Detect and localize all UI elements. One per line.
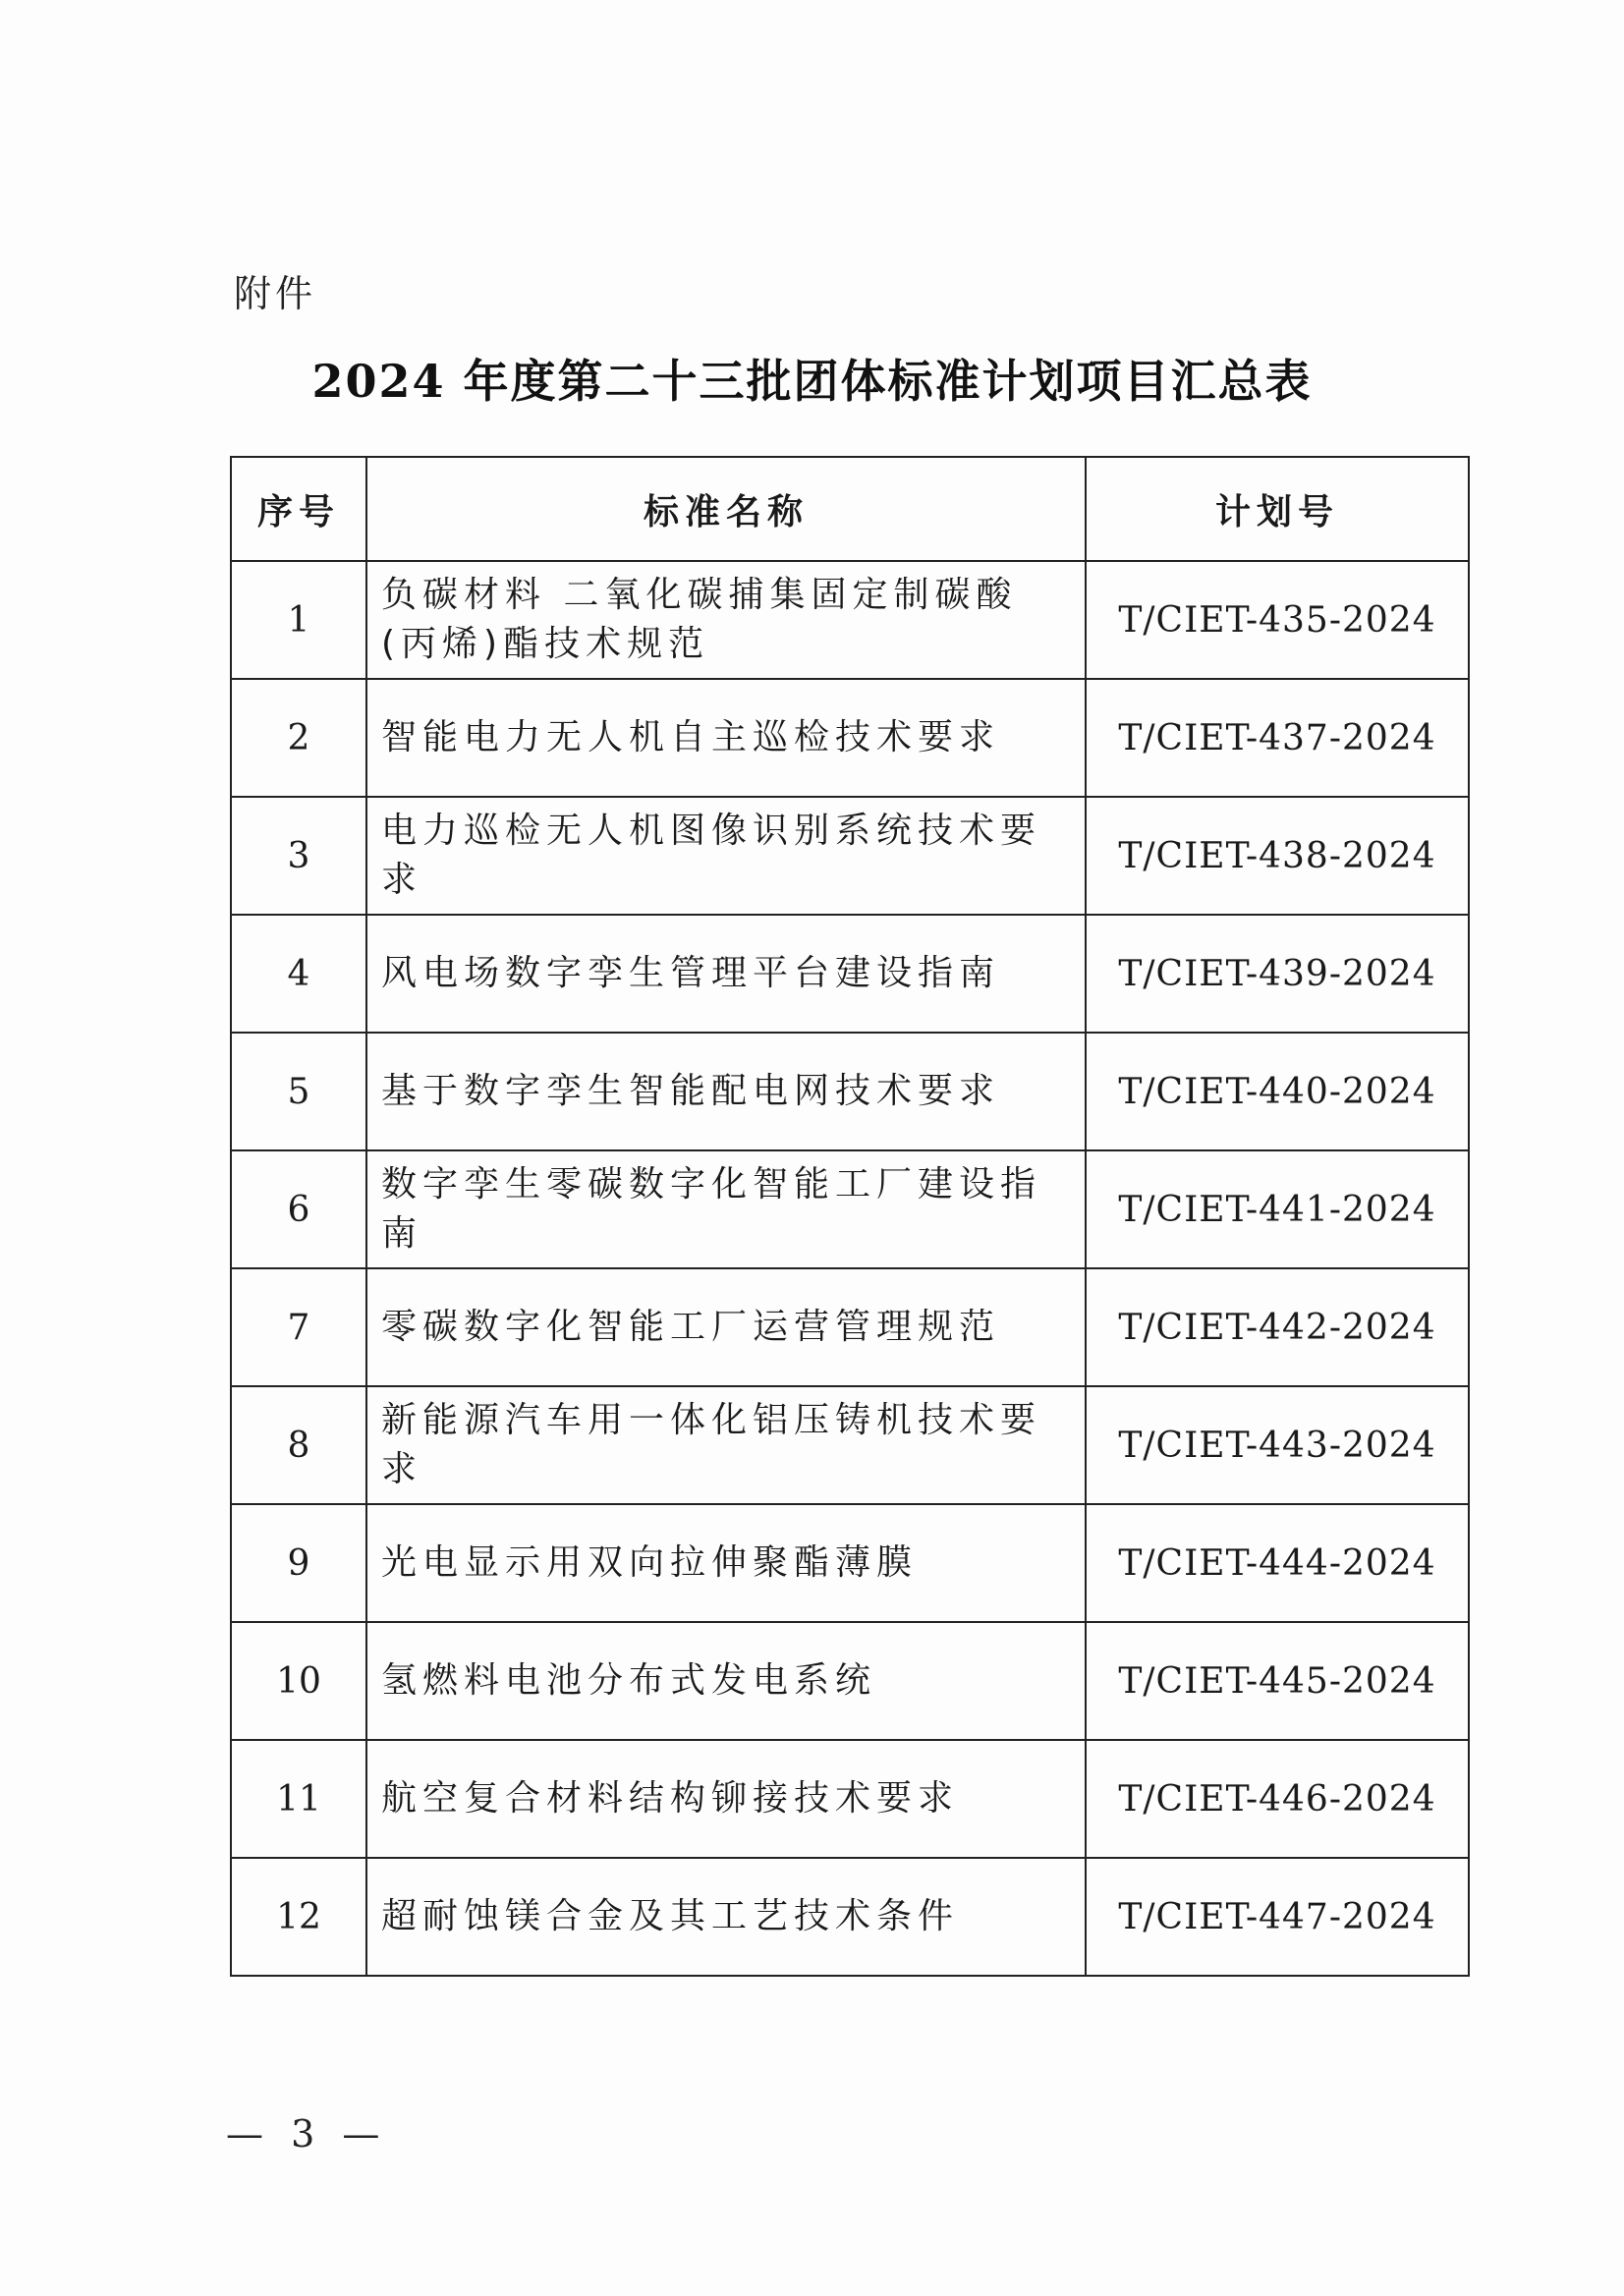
row-plan-number: T/CIET-441-2024 (1086, 1150, 1469, 1268)
standards-plan-table (230, 456, 1470, 1977)
row-standard-name: 光电显示用双向拉伸聚酯薄膜 (366, 1504, 1086, 1622)
page-title: 2024 年度第二十三批团体标准计划项目汇总表 (311, 355, 1313, 408)
row-standard-name: 数字孪生零碳数字化智能工厂建设指南 (366, 1150, 1086, 1268)
row-plan-number: T/CIET-447-2024 (1086, 1858, 1469, 1976)
table-row (231, 561, 1469, 679)
row-plan-number: T/CIET-440-2024 (1086, 1033, 1469, 1150)
table-row (231, 915, 1469, 1033)
row-index: 3 (231, 797, 366, 915)
table-row (231, 1268, 1469, 1386)
row-index: 12 (231, 1858, 366, 1976)
column-header-plan-number: 计划号 (1086, 457, 1469, 561)
row-plan-number: T/CIET-442-2024 (1086, 1268, 1469, 1386)
row-plan-number: T/CIET-444-2024 (1086, 1504, 1469, 1622)
table-header-row (231, 457, 1469, 561)
row-index: 5 (231, 1033, 366, 1150)
page-number: — 3 — (226, 2112, 388, 2156)
row-standard-name: 智能电力无人机自主巡检技术要求 (366, 679, 1086, 797)
row-index: 6 (231, 1150, 366, 1268)
row-standard-name: 航空复合材料结构铆接技术要求 (366, 1740, 1086, 1858)
row-index: 11 (231, 1740, 366, 1858)
row-standard-name: 零碳数字化智能工厂运营管理规范 (366, 1268, 1086, 1386)
table-row (231, 1033, 1469, 1150)
row-plan-number: T/CIET-445-2024 (1086, 1622, 1469, 1740)
row-plan-number: T/CIET-437-2024 (1086, 679, 1469, 797)
row-index: 2 (231, 679, 366, 797)
row-standard-name: 负碳材料 二氧化碳捕集固定制碳酸(丙烯)酯技术规范 (366, 561, 1086, 679)
row-index: 7 (231, 1268, 366, 1386)
table-row (231, 679, 1469, 797)
table-row (231, 1504, 1469, 1622)
table-row (231, 1622, 1469, 1740)
row-standard-name: 风电场数字孪生管理平台建设指南 (366, 915, 1086, 1033)
row-index: 10 (231, 1622, 366, 1740)
row-standard-name: 电力巡检无人机图像识别系统技术要求 (366, 797, 1086, 915)
column-header-name: 标准名称 (366, 457, 1086, 561)
row-standard-name: 新能源汽车用一体化铝压铸机技术要求 (366, 1386, 1086, 1504)
row-index: 8 (231, 1386, 366, 1504)
table-row (231, 1386, 1469, 1504)
row-plan-number: T/CIET-438-2024 (1086, 797, 1469, 915)
row-standard-name: 基于数字孪生智能配电网技术要求 (366, 1033, 1086, 1150)
row-index: 1 (231, 561, 366, 679)
table-row (231, 1858, 1469, 1976)
row-standard-name: 超耐蚀镁合金及其工艺技术条件 (366, 1858, 1086, 1976)
row-plan-number: T/CIET-443-2024 (1086, 1386, 1469, 1504)
table-row (231, 797, 1469, 915)
table-row (231, 1740, 1469, 1858)
attachment-label: 附件 (234, 272, 317, 315)
row-standard-name: 氢燃料电池分布式发电系统 (366, 1622, 1086, 1740)
row-index: 4 (231, 915, 366, 1033)
table-row (231, 1150, 1469, 1268)
row-index: 9 (231, 1504, 366, 1622)
row-plan-number: T/CIET-439-2024 (1086, 915, 1469, 1033)
column-header-index: 序号 (231, 457, 366, 561)
row-plan-number: T/CIET-446-2024 (1086, 1740, 1469, 1858)
row-plan-number: T/CIET-435-2024 (1086, 561, 1469, 679)
